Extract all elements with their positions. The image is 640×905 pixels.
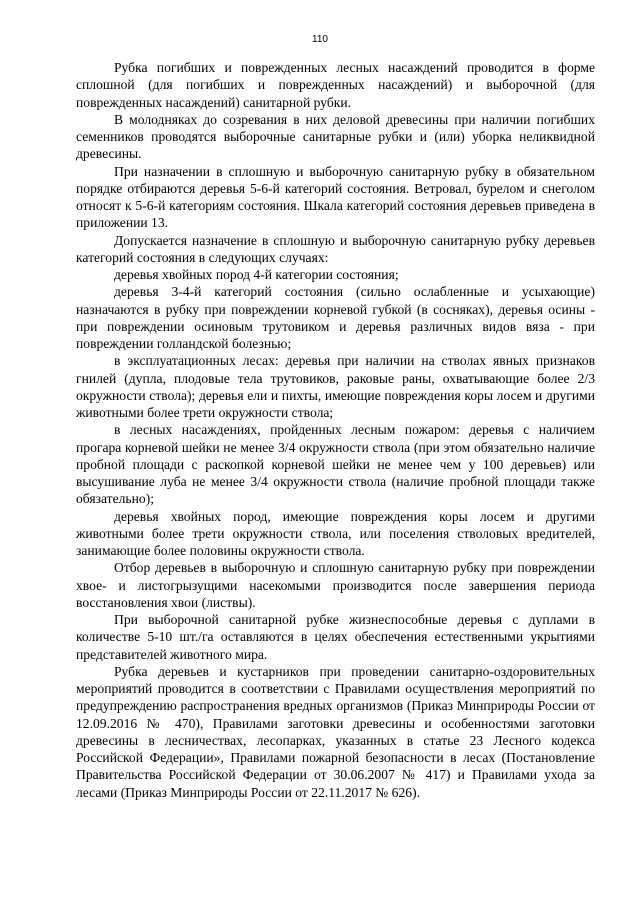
paragraph: в лесных насаждениях, пройденных лесным пожаром: деревья с наличием прогара корневой шейки не менее 3/4 окружности ствола (при этом обязательно наличие пробной площади с раскопкой корневой шейки не менее чем у 100 деревьев) или высушивание луба не менее 3/4 окружности ствола (наличие пробной площади также обязательно); [76, 422, 595, 507]
paragraph: деревья хвойных пород 4-й категории состояния; [114, 267, 399, 282]
paragraph: При выборочной санитарной рубке жизнеспособные деревья с дуплами в количестве 5-10 шт./га оставляются в целях обеспечения естественными укрытиями представителей животного мира. [76, 612, 595, 662]
paragraph: деревья хвойных пород, имеющие повреждения коры лосем и другими животными более трети окружности ствола, или поселения стволовых вредителей, занимающие более половины окружности ствола. [76, 508, 595, 558]
paragraph: Отбор деревьев в выборочную и сплошную санитарную рубку при повреждении хвое- и листогрызущими насекомыми производится после завершения периода восстановления хвои (листвы). [76, 560, 595, 610]
paragraph: В молодняках до созревания в них деловой древесины при наличии погибших семенников проводятся выборочные санитарные рубки и (или) уборка неликвидной древесины. [76, 111, 595, 162]
paragraph: При назначении в сплошную и выборочную санитарную рубку в обязательном порядке отбираются деревья 5-6-й категорий состояния. Ветровал, бурелом и снеголом относят к 5-6-й категориям состояния. Шкала категорий состояния деревьев приведена в приложении 13. [76, 163, 595, 231]
document-body [76, 59, 595, 801]
paragraph: Рубка деревьев и кустарников при проведении санитарно-оздоровительных мероприятий проводится в соответствии с Правилами осуществления мероприятий по предупреждению распространения вредных организмов (Приказ Минприроды России от 12.09.2016 № 470), Правилами заготовки древесины и особенностями заготовки древесины в лесничествах, лесопарках, указанных в статье 23 Лесного кодекса Российской Федерации», Правилами пожарной безопасности в лесах (Постановление Правительства Российской Федерации от 30.06.2007 № 417) и Правилами ухода за лесами (Приказ Минприроды России от 22.11.2017 № 626). [76, 663, 595, 800]
paragraph: в эксплуатационных лесах: деревья при наличии на стволах явных признаков гнилей (дупла, плодовые тела трутовиков, раковые раны, охватывающие более 2/3 окружности ствола); деревья ели и пихты, имеющие повреждения коры лосем и другими животными более трети окружности ствола; [76, 353, 595, 420]
paragraph: Рубка погибших и поврежденных лесных насаждений проводится в форме сплошной (для погибших и поврежденных насаждений) и выборочной (для поврежденных насаждений) санитарной рубки. [76, 60, 595, 110]
paragraph: деревья 3-4-й категорий состояния (сильно ослабленные и усыхающие) назначаются в рубку при повреждении корневой губкой (в сосняках), деревья осины - при повреждении осиновым трутовиком и деревья различных видов вяза - при повреждении голландской болезнью; [76, 284, 595, 351]
paragraph: Допускается назначение в сплошную и выборочную санитарную рубку деревьев категорий состояния в следующих случаях: [76, 232, 595, 265]
page-number: 110 [312, 34, 328, 45]
